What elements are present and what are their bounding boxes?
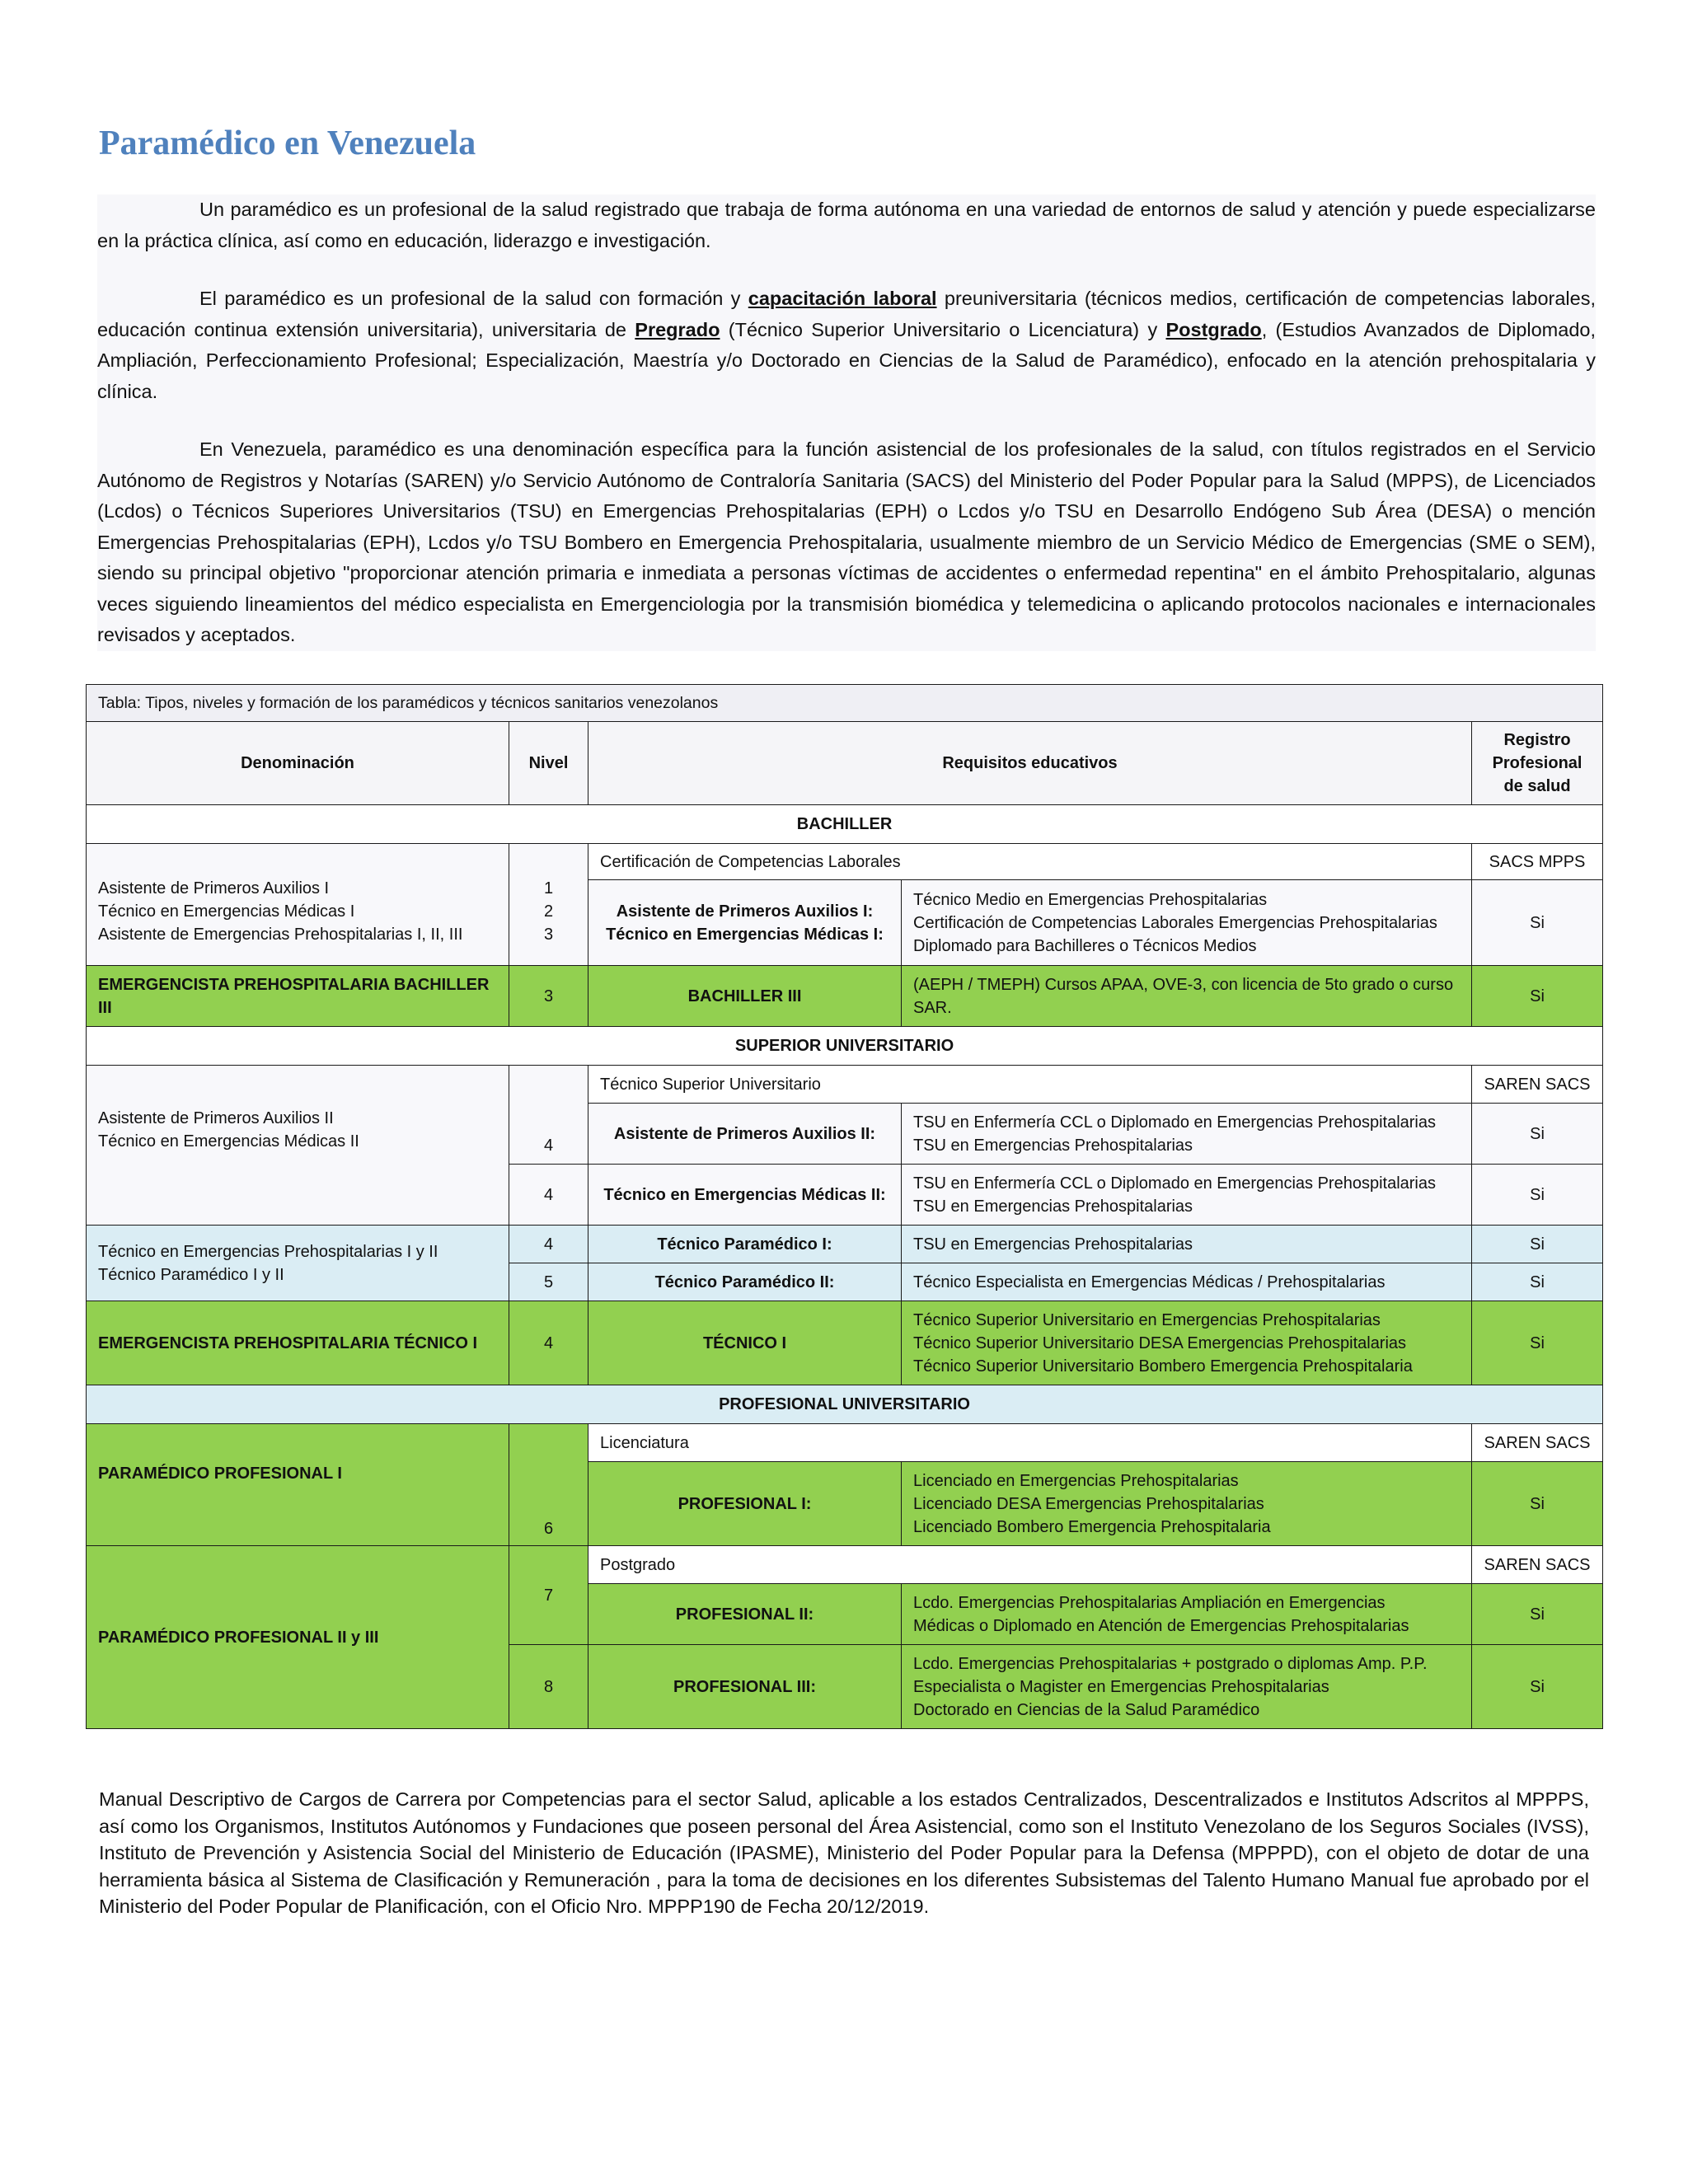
intro-paragraph-3: En Venezuela, paramédico es una denominación específica para la función asistencial de los profesionales de la salud, con títulos registrados en el Servicio Autónomo de Registros y Notarías (SAREN) y/o Servicio Autónomo de Contraloría Sanitaria (SACS) del Ministerio del Poder Popular para la Salud (MPPS), de Licenciados (Lcdos) o Técnicos Superiores Universitarios (TSU) en Emergencias Prehospitalarias (EPH) o Lcdos y/o TSU en Desarrollo Endógeno Sub Área (DESA) o mención Emergencias Prehospitalarias (EPH), Lcdos y/o TSU Bombero en Emergencia Prehospitalaria, usualmente miembro de un Servicio Médico de Emergencias (SME o SEM), siendo su principal objetivo "proporcionar atención primaria e inmediata a personas víctimas de accidentes o enfermedad repentina" en el ámbito Prehospitalario, algunas veces siguiendo lineamientos del médico especialista en Emergenciologia por la transmisión biomédica y telemedicina o aplicando protocolos nacionales e internacionales revisados y aceptados. [97, 438, 1596, 645]
superior-row2-sub: Técnico en Emergencias Médicas II: [588, 1165, 902, 1226]
emergencista-bachiller-level: 3 [509, 966, 588, 1027]
superior-row1-reqs [902, 1104, 1472, 1165]
profesional-3-req-2: Especialista o Magister en Emergencias Prehospitalarias [913, 1677, 1329, 1696]
superior-name-1: Asistente de Primeros Auxilios II [98, 1108, 334, 1127]
superior-row2-reqs [902, 1165, 1472, 1226]
emergencista-bachiller-sub: BACHILLER III [588, 966, 902, 1027]
profesional-3-level: 8 [509, 1645, 588, 1729]
postgrado-label: Postgrado [588, 1546, 1472, 1584]
profesional-2-reg: Si [1472, 1584, 1603, 1645]
header-registro-line-3: de salud [1503, 777, 1571, 795]
tecnico-paramedico-2-sub: Técnico Paramédico II: [588, 1263, 902, 1301]
intro-section [97, 194, 1596, 651]
footer-paragraph: Manual Descriptivo de Cargos de Carrera por Competencias para el sector Salud, aplicable a los estados Centralizados, Descentralizados e Institutos Adscritos al MPPPS, así como los Organismos, Institutos Autónomos y Fundaciones que poseen personal del Área Asistencial, como son el Instituto Venezolano de los Seguros Sociales (IVSS), Instituto de Prevención y Asistencia Social del Ministerio de Educación (IPASME), Ministerio del Poder Popular para la Defensa (MPPPD), con el objeto de dotar de una herramienta básica al Sistema de Clasificación y Remuneración , para la toma de decisiones en los diferentes Subsistemas del Talento Humano Manual fue aprobado por el Ministerio del Poder Popular de Planificación, con el Oficio Nro. MPPP190 de Fecha 20/12/2019. [99, 1788, 1589, 1917]
superior-denominacion [87, 1066, 509, 1226]
emergencista-tecnico-req-3: Técnico Superior Universitario Bombero Emergencia Prehospitalaria [913, 1357, 1413, 1376]
bachiller-sub-names [588, 880, 902, 966]
header-nivel: Nivel [509, 722, 588, 805]
section-superior: SUPERIOR UNIVERSITARIO [87, 1027, 1603, 1066]
bachiller-level-1: 1 [543, 879, 554, 898]
emergencista-bachiller-reg: Si [1472, 966, 1603, 1027]
bachiller-req-1: Técnico Medio en Emergencias Prehospitalarias [913, 890, 1268, 909]
emergencista-tecnico-reqs [902, 1301, 1472, 1385]
profesional-3-reqs [902, 1645, 1472, 1729]
section-profesional: PROFESIONAL UNIVERSITARIO [87, 1385, 1603, 1424]
superior-tsu-reg: SAREN SACS [1472, 1066, 1603, 1104]
intro-paragraph-1: Un paramédico es un profesional de la salud registrado que trabaja de forma autónoma en una variedad de entornos de salud y atención y puede especializarse en la práctica clínica, así como en educación, liderazgo e investigación. [97, 199, 1596, 251]
tecnico-paramedico-2-reg: Si [1472, 1263, 1603, 1301]
bachiller-level-2: 2 [543, 902, 554, 921]
header-requisitos: Requisitos educativos [588, 722, 1472, 805]
bachiller-niveles [509, 844, 588, 966]
profesional-1-reg: Si [1472, 1462, 1603, 1546]
bachiller-cert-label: Certificación de Competencias Laborales [588, 844, 1472, 880]
table-caption: Tabla: Tipos, niveles y formación de los paramédicos y técnicos sanitarios venezolanos [87, 685, 1603, 722]
profesional-1-reqs [902, 1462, 1472, 1546]
bachiller-name-1: Asistente de Primeros Auxilios I [98, 879, 330, 898]
emergencista-tecnico-req-2: Técnico Superior Universitario DESA Emergencias Prehospitalarias [913, 1333, 1407, 1352]
superior-row1-reg: Si [1472, 1104, 1603, 1165]
paramedico-profesional-1-name: PARAMÉDICO PROFESIONAL I [87, 1424, 509, 1546]
licenciatura-reg: SAREN SACS [1472, 1424, 1603, 1462]
bachiller-req-2: Certificación de Competencias Laborales Emergencias Prehospitalarias [913, 913, 1437, 932]
emergencista-tecnico-req-1: Técnico Superior Universitario en Emergencias Prehospitalarias [913, 1310, 1381, 1329]
profesional-2-level: 7 [509, 1546, 588, 1645]
bachiller-sub-reg: Si [1472, 880, 1603, 966]
intro-p2-text-b: preuniversitaria (técnicos medios, certificación de competencias laborales, educación continua extensión universitaria), universitaria de [97, 288, 1597, 340]
emergencista-tecnico-reg: Si [1472, 1301, 1603, 1385]
bachiller-cert-reg: SACS MPPS [1472, 844, 1603, 880]
paramedic-levels-table [86, 684, 1603, 1729]
superior-level-2: 4 [509, 1165, 588, 1226]
emergencista-tecnico-level: 4 [509, 1301, 588, 1385]
capacitacion-laboral-link[interactable]: capacitación laboral [748, 288, 937, 309]
bachiller-name-3: Asistente de Emergencias Prehospitalarias I, II, III [98, 925, 463, 944]
profesional-2-sub: PROFESIONAL II: [588, 1584, 902, 1645]
bachiller-name-2: Técnico en Emergencias Médicas I [98, 902, 355, 921]
profesional-1-req-1: Licenciado en Emergencias Prehospitalarias [913, 1471, 1239, 1490]
profesional-3-sub: PROFESIONAL III: [588, 1645, 902, 1729]
tecnico-paramedico-name-1: Técnico en Emergencias Prehospitalarias I y II [98, 1242, 438, 1261]
profesional-3-req-3: Doctorado en Ciencias de la Salud Paramédico [913, 1700, 1260, 1719]
bachiller-sub-name-2: Técnico en Emergencias Médicas I: [606, 925, 884, 944]
profesional-1-req-2: Licenciado DESA Emergencias Prehospitalarias [913, 1494, 1264, 1513]
superior-row2-reg: Si [1472, 1165, 1603, 1226]
header-registro-line-2: Profesional [1492, 754, 1582, 772]
tecnico-paramedico-denominacion [87, 1226, 509, 1301]
profesional-2-req-1: Lcdo. Emergencias Prehospitalarias Ampliación en Emergencias [913, 1593, 1386, 1612]
superior-row2-req-2: TSU en Emergencias Prehospitalarias [913, 1197, 1193, 1216]
paramedico-profesional-1-level: 6 [509, 1424, 588, 1546]
section-bachiller: BACHILLER [87, 805, 1603, 844]
profesional-2-req-2: Médicas o Diplomado en Atención de Emergencias Prehospitalarias [913, 1616, 1409, 1635]
bachiller-level-3: 3 [543, 925, 554, 944]
profesional-1-sub: PROFESIONAL I: [588, 1462, 902, 1546]
profesional-1-req-3: Licenciado Bombero Emergencia Prehospitalaria [913, 1517, 1271, 1536]
superior-row1-req-2: TSU en Emergencias Prehospitalarias [913, 1136, 1193, 1155]
bachiller-sub-reqs [902, 880, 1472, 966]
intro-p2-text-d: , (Estudios Avanzados de Diplomado, Ampliación, Perfeccionamiento Profesional; Especialización, Maestría y/o Doctorado en Ciencias de la Salud de Paramédico), enfocado en la atención prehospitalaria y clínica. [97, 318, 1596, 402]
tecnico-paramedico-1-level: 4 [509, 1226, 588, 1263]
intro-paragraph-2 [97, 284, 1596, 407]
emergencista-tecnico-sub: TÉCNICO I [588, 1301, 902, 1385]
pregrado-link[interactable]: Pregrado [635, 318, 720, 340]
postgrado-reg: SAREN SACS [1472, 1546, 1603, 1584]
profesional-3-req-1: Lcdo. Emergencias Prehospitalarias + postgrado o diplomas Amp. P.P. [913, 1654, 1428, 1673]
tecnico-paramedico-2-req: Técnico Especialista en Emergencias Médicas / Prehospitalarias [902, 1263, 1472, 1301]
superior-row1-req-1: TSU en Enfermería CCL o Diplomado en Emergencias Prehospitalarias [913, 1113, 1436, 1132]
bachiller-sub-name-1: Asistente de Primeros Auxilios I: [616, 902, 874, 921]
header-denominacion: Denominación [87, 722, 509, 805]
tecnico-paramedico-2-level: 5 [509, 1263, 588, 1301]
page-title: Paramédico en Venezuela [99, 124, 476, 162]
superior-tsu-label: Técnico Superior Universitario [588, 1066, 1472, 1104]
tecnico-paramedico-1-req: TSU en Emergencias Prehospitalarias [902, 1226, 1472, 1263]
header-registro [1472, 722, 1603, 805]
postgrado-link[interactable]: Postgrado [1165, 318, 1262, 340]
bachiller-denominacion [87, 844, 509, 966]
emergencista-bachiller-name: EMERGENCISTA PREHOSPITALARIA BACHILLER III [87, 966, 509, 1027]
superior-row1-sub: Asistente de Primeros Auxilios II: [588, 1104, 902, 1165]
table-header-row [87, 722, 1603, 805]
superior-row2-req-1: TSU en Enfermería CCL o Diplomado en Emergencias Prehospitalarias [913, 1174, 1436, 1193]
profesional-3-reg: Si [1472, 1645, 1603, 1729]
intro-p2-text-c: (Técnico Superior Universitario o Licenciatura) y [720, 318, 1166, 340]
superior-level-1: 4 [509, 1066, 588, 1165]
tecnico-paramedico-name-2: Técnico Paramédico I y II [98, 1265, 284, 1284]
emergencista-tecnico-name: EMERGENCISTA PREHOSPITALARIA TÉCNICO I [87, 1301, 509, 1385]
emergencista-bachiller-req: (AEPH / TMEPH) Cursos APAA, OVE-3, con licencia de 5to grado o curso SAR. [902, 966, 1472, 1027]
superior-name-2: Técnico en Emergencias Médicas II [98, 1132, 359, 1151]
bachiller-req-3: Diplomado para Bachilleres o Técnicos Medios [913, 936, 1257, 955]
header-registro-line-1: Registro [1503, 731, 1571, 749]
profesional-2-reqs [902, 1584, 1472, 1645]
paramedico-profesional-23-name: PARAMÉDICO PROFESIONAL II y III [87, 1546, 509, 1729]
intro-p2-text-a: El paramédico es un profesional de la salud con formación y [199, 288, 748, 309]
tecnico-paramedico-1-sub: Técnico Paramédico I: [588, 1226, 902, 1263]
licenciatura-label: Licenciatura [588, 1424, 1472, 1462]
tecnico-paramedico-1-reg: Si [1472, 1226, 1603, 1263]
